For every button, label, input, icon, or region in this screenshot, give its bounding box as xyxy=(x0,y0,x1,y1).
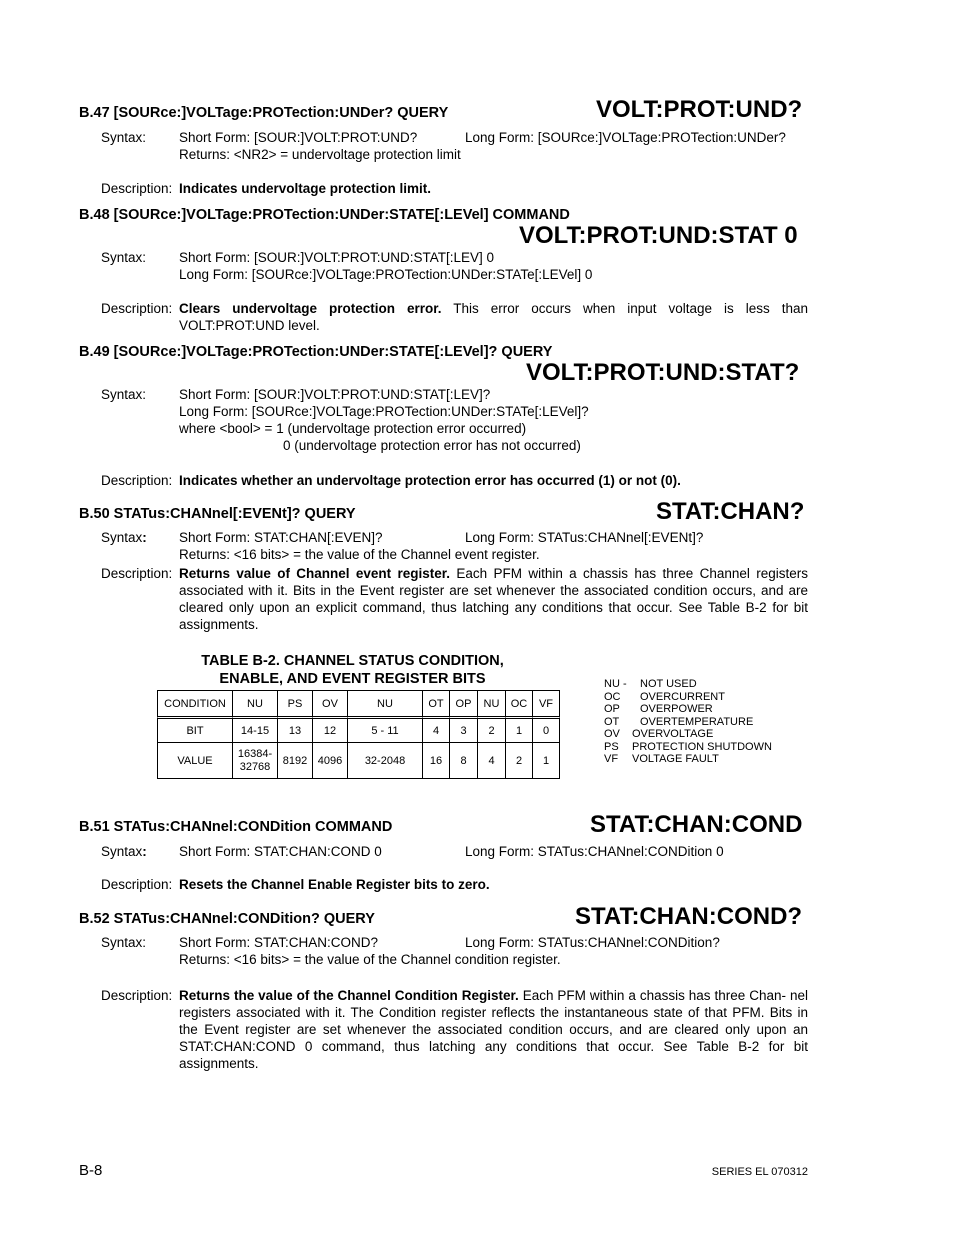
table-cell: CONDITION xyxy=(157,690,232,716)
table-cell: OV xyxy=(312,690,347,716)
b47-desc-label: Description: xyxy=(101,181,173,196)
table-cell: 0 xyxy=(532,716,560,742)
b52-desc-bold: Returns the value of the Channel Condition Register. xyxy=(179,988,519,1003)
b49-command: VOLT:PROT:UND:STAT? xyxy=(526,359,800,386)
b50-desc-bold: Returns value of Channel event register. xyxy=(179,566,451,581)
b50-syntax-label: Syntax: xyxy=(101,530,147,545)
table-cell: NU xyxy=(232,690,277,716)
b52-command: STAT:CHAN:COND? xyxy=(575,903,803,930)
b49-short-form: Short Form: [SOUR:]VOLT:PROT:UND:STAT[:LEV]? xyxy=(179,387,491,402)
table-cell: PS xyxy=(277,690,312,716)
table-cell: 8 xyxy=(449,742,477,779)
b51-heading: B.51 STATus:CHANnel:CONDition COMMAND xyxy=(79,819,393,835)
b52-heading: B.52 STATus:CHANnel:CONDition? QUERY xyxy=(79,911,375,927)
b47-syntax-label: Syntax: xyxy=(101,130,147,145)
table-title-line-1: TABLE B-2. CHANNEL STATUS CONDITION, xyxy=(201,653,504,669)
b47-long-form: Long Form: [SOURce:]VOLTage:PROTection:UNDer? xyxy=(465,130,786,145)
b48-desc-label: Description: xyxy=(101,301,173,316)
table-cell: 14-15 xyxy=(232,716,277,742)
b50-description xyxy=(179,565,808,633)
table-title xyxy=(150,652,555,688)
table-cell: 2 xyxy=(505,742,532,779)
table-cell: 4 xyxy=(422,716,449,742)
b47-heading: B.47 [SOURce:]VOLTage:PROTection:UNDer? QUERY xyxy=(79,105,449,121)
table-title-line-2: ENABLE, AND EVENT REGISTER BITS xyxy=(219,671,486,687)
b50-command: STAT:CHAN? xyxy=(656,498,805,525)
legend-item: OP OVERPOWER xyxy=(604,703,713,715)
b51-command: STAT:CHAN:COND xyxy=(590,811,803,838)
table-cell: 12 xyxy=(312,716,347,742)
b48-long-form: Long Form: [SOURce:]VOLTage:PROTection:UNDer:STATe[:LEVel] 0 xyxy=(179,267,593,282)
b49-heading: B.49 [SOURce:]VOLTage:PROTection:UNDer:STATE[:LEVel]? QUERY xyxy=(79,344,553,360)
table-cell: 32-2048 xyxy=(347,742,422,779)
table-cell: 8192 xyxy=(277,742,312,779)
table-cell: BIT xyxy=(157,716,232,742)
table-cell: 1 xyxy=(505,716,532,742)
table-cell: 2 xyxy=(477,716,505,742)
table-cell: VF xyxy=(532,690,560,716)
table-cell: 4096 xyxy=(312,742,347,779)
b47-desc: Indicates undervoltage protection limit. xyxy=(179,181,432,196)
b47-returns: Returns: <NR2> = undervoltage protection limit xyxy=(179,147,461,162)
b52-long-form: Long Form: STATus:CHANnel:CONDition? xyxy=(465,935,720,950)
b48-syntax-label: Syntax: xyxy=(101,250,147,265)
table-cell: VALUE xyxy=(157,742,232,779)
b50-returns: Returns: <16 bits> = the value of the Channel event register. xyxy=(179,547,540,562)
b52-desc-label: Description: xyxy=(101,988,173,1003)
series-label: SERIES EL 070312 xyxy=(711,1166,808,1178)
table-cell: 5 - 11 xyxy=(347,716,422,742)
b48-description xyxy=(179,300,808,334)
b49-syntax-label: Syntax: xyxy=(101,387,147,402)
table-cell: NU xyxy=(347,690,422,716)
legend-item: VF VOLTAGE FAULT xyxy=(604,753,719,765)
b48-heading: B.48 [SOURce:]VOLTage:PROTection:UNDer:STATE[:LEVel] COMMAND xyxy=(79,207,570,223)
b50-short-form: Short Form: STAT:CHAN[:EVEN]? xyxy=(179,530,383,545)
b52-syntax-label: Syntax: xyxy=(101,935,147,950)
legend-item: OT OVERTEMPERATURE xyxy=(604,715,754,728)
table-cell: 16 xyxy=(422,742,449,779)
b48-command: VOLT:PROT:UND:STAT 0 xyxy=(519,222,798,249)
table-cell: 16384- 32768 xyxy=(232,742,277,779)
table-legend xyxy=(604,678,772,766)
b48-desc-text: This error occurs when input voltage is less than VOLT:PROT:UND level. xyxy=(179,301,808,333)
b49-where-1: where <bool> = 1 (undervoltage protection error occurred) xyxy=(179,421,527,436)
b47-short-form: Short Form: [SOUR:]VOLT:PROT:UND? xyxy=(179,130,418,145)
table-row-value xyxy=(157,742,560,779)
b48-short-form: Short Form: [SOUR:]VOLT:PROT:UND:STAT[:LEV] 0 xyxy=(179,250,495,265)
legend-item: OC OVERCURRENT xyxy=(604,690,725,703)
register-bits-table xyxy=(157,690,560,779)
b51-long-form: Long Form: STATus:CHANnel:CONDition 0 xyxy=(465,844,724,859)
table-cell: 4 xyxy=(477,742,505,779)
b49-desc-label: Description: xyxy=(101,473,173,488)
table-cell: OT xyxy=(422,690,449,716)
legend-item: PS PROTECTION SHUTDOWN xyxy=(604,740,772,753)
b52-desc-text: Each PFM within a chassis has three Chan- nel registers associated with it. The Condition register reflects the instantaneous state of that PFM. Bits in the Event register are set whenever the associated condition occurs, and are cleared only upon an STAT:CHAN:COND 0 command, thus latching any conditions that occur. See Table B-2 for bit assignments. xyxy=(179,988,808,1071)
table-cell: 1 xyxy=(532,742,560,779)
b48-desc-bold: Clears undervoltage protection error. xyxy=(179,301,442,316)
table-cell: 13 xyxy=(277,716,312,742)
b51-syntax-label: Syntax: xyxy=(101,844,147,859)
b47-command: VOLT:PROT:UND? xyxy=(596,96,803,123)
legend-item: OV OVERVOLTAGE xyxy=(604,728,714,740)
table-cell: OC xyxy=(505,690,532,716)
table-cell: 3 xyxy=(449,716,477,742)
table-row-condition xyxy=(157,690,560,716)
b50-desc-label: Description: xyxy=(101,566,173,581)
table-cell: OP xyxy=(449,690,477,716)
page-number: B-8 xyxy=(79,1162,103,1179)
b50-long-form: Long Form: STATus:CHANnel[:EVENt]? xyxy=(465,530,704,545)
b52-returns: Returns: <16 bits> = the value of the Channel condition register. xyxy=(179,952,561,967)
b50-heading: B.50 STATus:CHANnel[:EVENt]? QUERY xyxy=(79,506,356,522)
b52-description xyxy=(179,987,808,1072)
b49-where-2: 0 (undervoltage protection error has not occurred) xyxy=(283,438,581,453)
legend-item: NU - NOT USED xyxy=(604,678,697,690)
b50-desc-text: Each PFM within a chassis has three Channel registers associated with it. Bits in the Event register are set whenever the associated condition occurs, and are cleared only upon an explicit command, thus latching any conditions that occur. See Table B-2 for bit assignments. xyxy=(179,566,808,632)
b51-desc-label: Description: xyxy=(101,877,173,892)
b51-short-form: Short Form: STAT:CHAN:COND 0 xyxy=(179,844,382,859)
table-row-bit xyxy=(157,716,560,742)
b49-long-form: Long Form: [SOURce:]VOLTage:PROTection:UNDer:STATe[:LEVel]? xyxy=(179,404,589,419)
b49-desc: Indicates whether an undervoltage protection error has occurred (1) or not (0). xyxy=(179,473,681,488)
table-cell: NU xyxy=(477,690,505,716)
b52-short-form: Short Form: STAT:CHAN:COND? xyxy=(179,935,379,950)
b51-desc: Resets the Channel Enable Register bits to zero. xyxy=(179,877,490,892)
